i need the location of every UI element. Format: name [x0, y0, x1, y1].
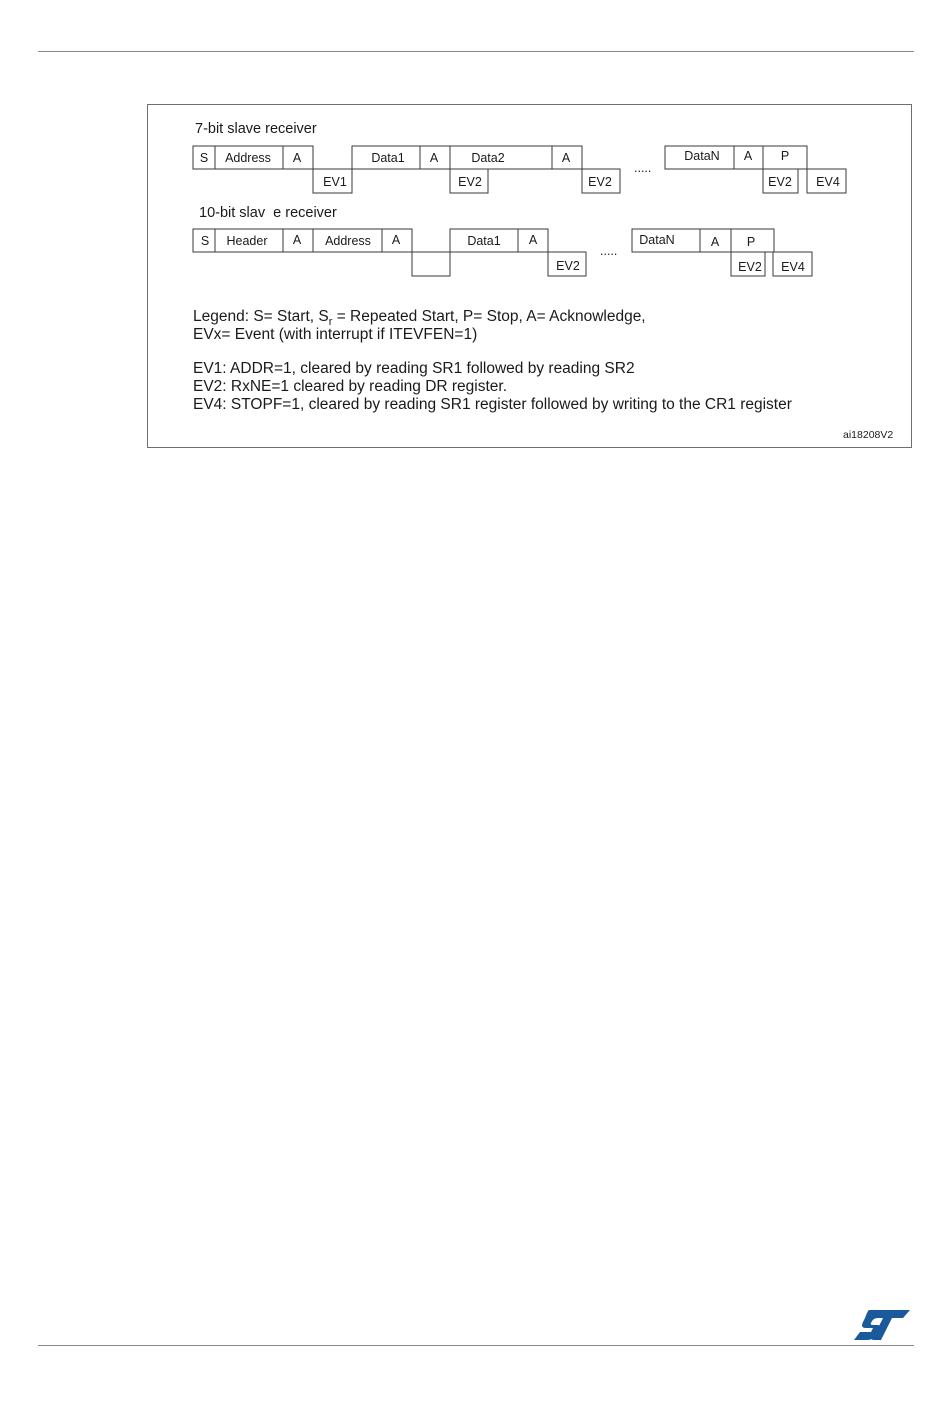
- frame-label: A: [710, 235, 720, 249]
- figure-id: ai18208V2: [843, 429, 894, 441]
- frame-label: Data2: [471, 151, 505, 165]
- legend: [193, 308, 646, 344]
- frame-label: A: [292, 233, 302, 247]
- legend-line-1: Legend: S= Start, $S_r$ = Repeated Start, P= Stop, A= Acknowledge,: [193, 308, 646, 329]
- continuation-ellipsis: .....: [600, 244, 618, 258]
- event-label: EV1: [323, 175, 347, 189]
- st-logo-icon: [852, 1308, 912, 1342]
- frame-label: DataN: [639, 233, 675, 247]
- event-descriptions: [193, 360, 792, 414]
- frame-label: Data1: [371, 151, 405, 165]
- event-label: EV2: [768, 175, 792, 189]
- event-label: EV2: [738, 260, 762, 274]
- ev1-description: EV1: ADDR=1, cleared by reading SR1 followed by reading SR2: [193, 360, 635, 377]
- ev4-description: EV4: STOPF=1, cleared by reading SR1 register followed by writing to the CR1 register: [193, 396, 792, 413]
- frame-label: A: [561, 151, 571, 165]
- ten-bit-title: 10-bit slav e receiver: [199, 205, 337, 221]
- frame-label: P: [746, 235, 756, 249]
- event-label: EV2: [556, 259, 580, 273]
- seven-bit-title: 7-bit slave receiver: [195, 121, 317, 137]
- event-label: EV4: [781, 260, 805, 274]
- legend-line-2: EVx= Event (with interrupt if ITEVFEN=1): [193, 326, 478, 343]
- frame-label: A: [528, 233, 538, 247]
- frame-label: Data1: [467, 234, 501, 248]
- event-label: EV2: [588, 175, 612, 189]
- frame-label: S: [200, 234, 210, 248]
- frame-label: DataN: [684, 149, 720, 163]
- event-label: EV4: [816, 175, 840, 189]
- continuation-ellipsis: .....: [634, 161, 652, 175]
- frame-label: Address: [225, 151, 271, 165]
- frame-label: S: [199, 151, 209, 165]
- frame-label: A: [743, 149, 753, 163]
- frame-label: P: [780, 149, 790, 163]
- frame-label: A: [292, 151, 302, 165]
- frame-label: Address: [325, 234, 371, 248]
- event-label: EV2: [458, 175, 482, 189]
- frame-label: A: [429, 151, 439, 165]
- event-box: [412, 252, 450, 276]
- frame-label: A: [391, 233, 401, 247]
- ev2-description: EV2: RxNE=1 cleared by reading DR register.: [193, 378, 508, 395]
- footer-rule: [38, 1345, 914, 1346]
- frame-label: Header: [226, 234, 268, 248]
